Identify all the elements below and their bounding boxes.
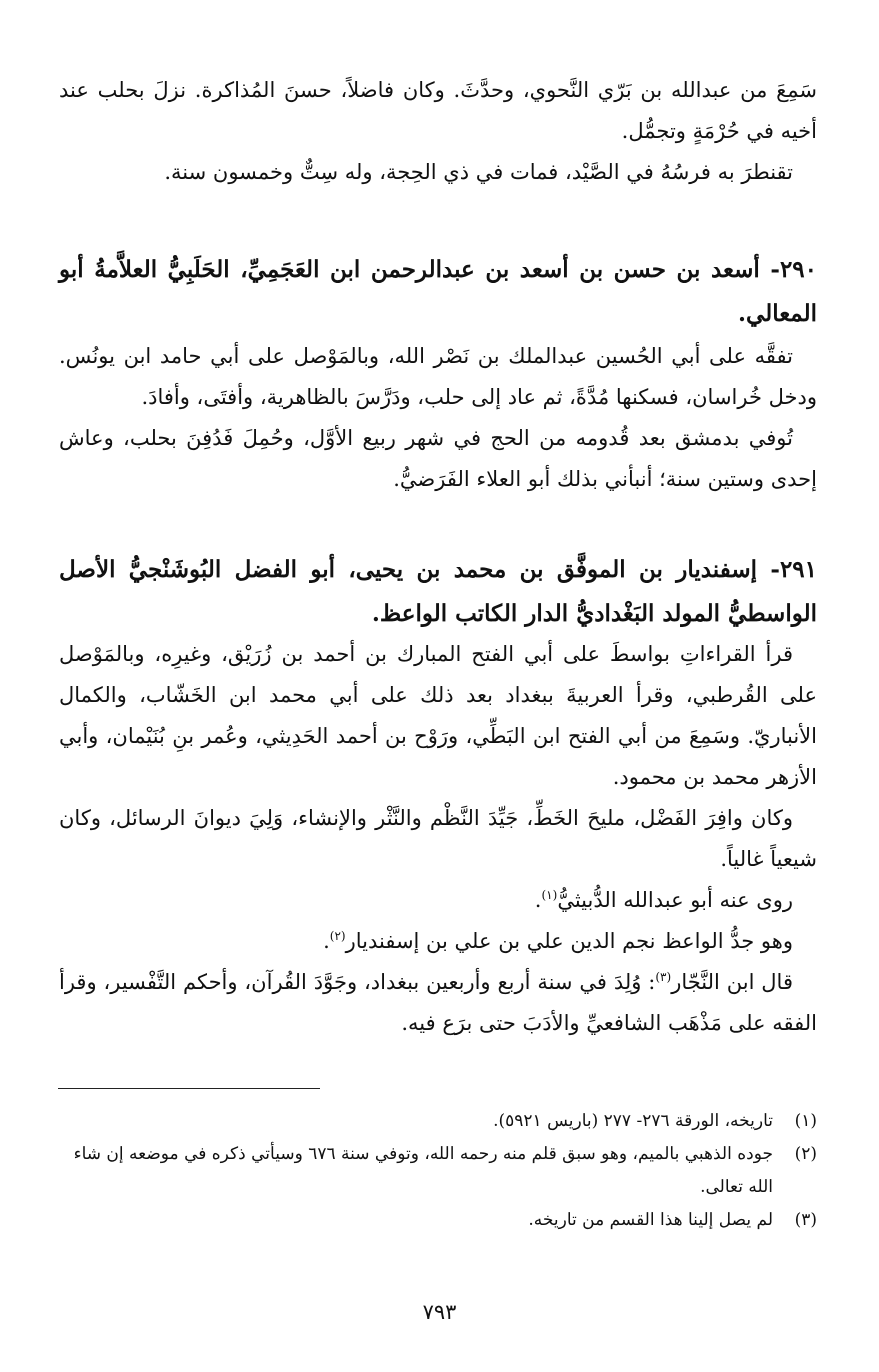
footnote-text: تاريخه، الورقة ٢٧٦- ٢٧٧ (باريس ٥٩٢١).	[493, 1111, 773, 1131]
footnote-ref-2: (٢)	[329, 929, 346, 943]
paragraph-5: قرأ القراءاتِ بواسطَ على أبي الفتح المبارك بن أحمد بن زُرَيْق، وغيرِه، وبالمَوْصل على القُرطبي، وقرأ العربيةَ ببغداد بعد ذلك على أبي محمد ابن الخَشّاب، والكمال الأنباريّ. وسَمِعَ من أبي الفتح ابن البَطِّي، ورَوْح بن أحمد الحَدِيثي، وعُمر بنِ بُنَيْمان، وأبي الأزهر محمد بن محمود.	[59, 642, 817, 789]
paragraph-1: سَمِعَ من عبدالله بن بَرّي النَّحوي، وحدَّثَ. وكان فاضلاً، حسنَ المُذاكرة. نزلَ بحلب عند أخيه في حُرْمَةٍ وتجمُّل.	[59, 78, 817, 143]
paragraph-4: تُوفي بدمشق بعد قُدومه من الحج في شهر ربيع الأوَّل، وحُمِلَ فَدُفِنَ بحلب، وعاش إحدى وستين سنة؛ أنبأني بذلك أبو العلاء الفَرَضيُّ.	[59, 426, 817, 491]
entry-290-body	[59, 336, 817, 500]
paragraph-3: تفقَّه على أبي الحُسين عبدالملك بن نَصْر الله، وبالمَوْصل على أبي حامد ابن يونُس. ودخل خُراسان، فسكنها مُدَّةً، ثم عاد إلى حلب، ودَرَّسَ بالظاهرية، وأفتَى، وأفادَ.	[59, 344, 817, 409]
footnote-1	[59, 1105, 817, 1138]
footnote-text: جوده الذهبي بالميم، وهو سبق قلم منه رحمه الله، وتوفي سنة ٦٧٦ وسيأتي ذكره في موضعه إن شاء الله تعالى.	[73, 1144, 773, 1197]
footnote-number: (٢)	[794, 1144, 817, 1164]
footnote-ref-3: (٣)	[655, 970, 672, 984]
footnote-ref-1: (١)	[541, 888, 558, 902]
paragraph-9	[59, 962, 817, 1044]
entry-heading-290	[59, 248, 817, 336]
footnotes	[59, 1105, 817, 1237]
page-number: ٧٩٣	[422, 1300, 457, 1324]
paragraph-9-start: قال ابن النَّجّار	[671, 970, 793, 994]
footnote-divider	[58, 1088, 320, 1089]
entry-291-body	[59, 634, 817, 1044]
footnote-number: (٣)	[794, 1210, 817, 1230]
footnote-number: (١)	[794, 1111, 817, 1131]
footnote-2	[59, 1138, 817, 1204]
entry-heading-291	[59, 548, 817, 636]
paragraph-6: وكان وافِرَ الفَضْل، مليحَ الخَطِّ، جَيِّدَ النَّظْم والنَّثْر والإنشاء، وَلِيَ ديوانَ الرسائل، وكان شيعياً غالياً.	[59, 806, 817, 871]
paragraph-2: تقنطرَ به فرسُهُ في الصَّيْد، فمات في ذي الحِجة، وله سِتٌّ وخمسون سنة.	[164, 160, 793, 184]
biography-continuation	[59, 70, 817, 193]
paragraph-9-rest: : وُلِدَ في سنة أربع وأربعين ببغداد، وجَوَّدَ القُرآن، وأحكم التَّفْسير، وقرأ الفقه على مَذْهَب الشافعيِّ والأدَبَ حتى برَع فيه.	[59, 970, 817, 1035]
paragraph-8	[59, 921, 817, 962]
paragraph-7-end: .	[534, 888, 542, 912]
footnote-3	[59, 1204, 817, 1237]
paragraph-8-end: .	[323, 929, 330, 953]
footnote-text: لم يصل إلينا هذا القسم من تاريخه.	[528, 1210, 773, 1230]
entry-title-290: ٢٩٠- أسعد بن حسن بن أسعد بن عبدالرحمن ابن العَجَمِيِّ، الحَلَبِيُّ العلاَّمةُ أبو المعالي.	[59, 256, 817, 327]
entry-title-291: ٢٩١- إسفنديار بن الموفَّق بن محمد بن يحيى، أبو الفضل البُوشَنْجيُّ الأصل الواسطيُّ المولد البَغْداديُّ الدار الكاتب الواعظ.	[59, 556, 817, 627]
paragraph-8-text: وهو جدُّ الواعظ نجم الدين علي بن علي بن إسفنديار	[345, 929, 793, 953]
paragraph-7	[59, 880, 817, 921]
paragraph-7-text: روى عنه أبو عبدالله الدُّبيثيُّ	[557, 888, 793, 912]
